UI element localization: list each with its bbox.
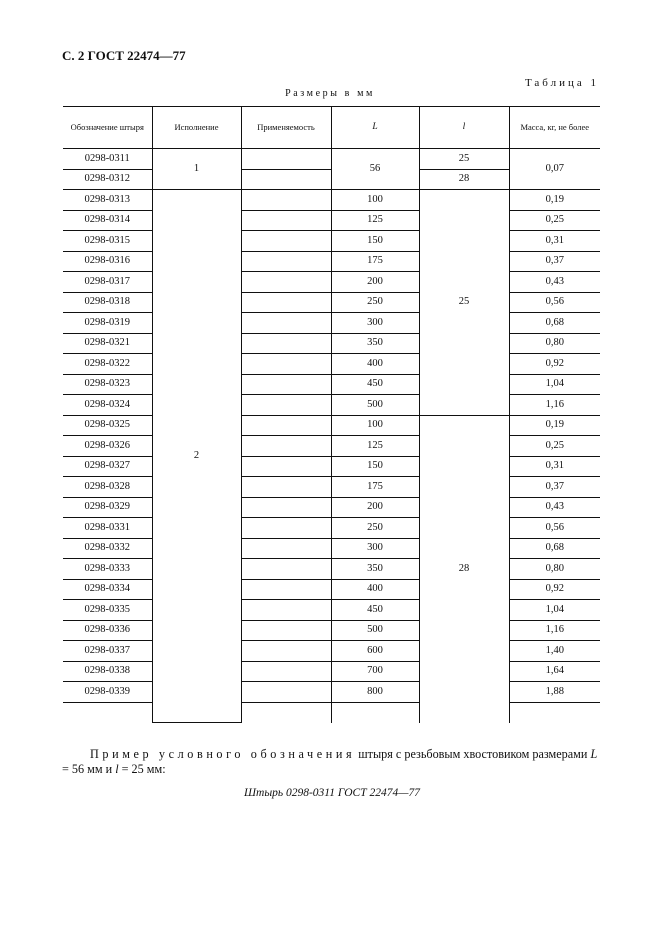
- designation-cell: 0298-0322: [63, 354, 152, 375]
- applicability-cell: [241, 518, 331, 539]
- mass-cell: 0,31: [509, 456, 600, 477]
- mass-cell: 0,56: [509, 518, 600, 539]
- designation-cell: 0298-0336: [63, 620, 152, 641]
- L-cell: 700: [331, 661, 419, 682]
- designation-cell: 0298-0323: [63, 374, 152, 395]
- table-row: [63, 682, 600, 703]
- L-cell: 200: [331, 272, 419, 293]
- table-row: [63, 374, 600, 395]
- designation-cell: 0298-0326: [63, 436, 152, 457]
- applicability-cell: [241, 620, 331, 641]
- applicability-cell: [241, 559, 331, 580]
- mass-cell: 0,92: [509, 579, 600, 600]
- applicability-cell: [241, 641, 331, 662]
- mass-cell: 0,80: [509, 559, 600, 580]
- blank-cell: [331, 702, 419, 723]
- designation-cell: 0298-0325: [63, 415, 152, 436]
- L-cell: 175: [331, 251, 419, 272]
- table-row: [63, 620, 600, 641]
- designation-cell: 0298-0331: [63, 518, 152, 539]
- designation-cell: 0298-0334: [63, 579, 152, 600]
- table-row: [63, 415, 600, 436]
- example-var-l: l: [115, 762, 119, 776]
- version-cell: 2: [152, 190, 241, 723]
- designation-cell: 0298-0327: [63, 456, 152, 477]
- table-row: [63, 497, 600, 518]
- l-cell: 25: [419, 149, 509, 170]
- applicability-cell: [241, 456, 331, 477]
- applicability-cell: [241, 272, 331, 293]
- designation-cell: 0298-0329: [63, 497, 152, 518]
- L-cell: 350: [331, 559, 419, 580]
- table-row: [63, 456, 600, 477]
- example-var-L: L: [590, 747, 598, 761]
- designation-cell: 0298-0321: [63, 333, 152, 354]
- L-cell: 300: [331, 313, 419, 334]
- blank-cell: [509, 702, 600, 723]
- table-header-row: [63, 107, 600, 149]
- L-cell: 150: [331, 231, 419, 252]
- table-row: [63, 149, 600, 170]
- applicability-cell: [241, 436, 331, 457]
- table-row: [63, 395, 600, 416]
- designation-cell: 0298-0316: [63, 251, 152, 272]
- table-row: [63, 210, 600, 231]
- designation-cell: 0298-0324: [63, 395, 152, 416]
- table-row: [63, 641, 600, 662]
- L-cell: 175: [331, 477, 419, 498]
- designation-cell: 0298-0319: [63, 313, 152, 334]
- designation-example: Штырь 0298-0311 ГОСТ 22474—77: [244, 787, 420, 799]
- applicability-cell: [241, 251, 331, 272]
- applicability-cell: [241, 313, 331, 334]
- mass-cell: 0,92: [509, 354, 600, 375]
- applicability-cell: [241, 169, 331, 190]
- L-cell: 200: [331, 497, 419, 518]
- mass-cell: 0,25: [509, 210, 600, 231]
- example-lead: Пример условного обозначения: [90, 747, 356, 761]
- col-header-applicability: Применяемость: [241, 107, 331, 149]
- col-header-mass: Масса, кг, не более: [509, 107, 600, 149]
- L-cell: 150: [331, 456, 419, 477]
- table-row: [63, 600, 600, 621]
- applicability-cell: [241, 210, 331, 231]
- table-caption: Таблица 1: [524, 77, 599, 89]
- table-row: [63, 190, 600, 211]
- table-row: [63, 354, 600, 375]
- mass-cell: 1,16: [509, 395, 600, 416]
- mass-cell: 1,04: [509, 374, 600, 395]
- table-row: [63, 661, 600, 682]
- mass-cell: 0,37: [509, 251, 600, 272]
- table-row: [63, 538, 600, 559]
- col-header-designation: Обозначение штыря: [63, 107, 152, 149]
- applicability-cell: [241, 579, 331, 600]
- L-cell: 400: [331, 354, 419, 375]
- mass-cell: 0,25: [509, 436, 600, 457]
- l-cell: 28: [419, 415, 509, 723]
- table-row: [63, 477, 600, 498]
- mass-cell: 1,04: [509, 600, 600, 621]
- L-cell: 400: [331, 579, 419, 600]
- L-cell: 300: [331, 538, 419, 559]
- applicability-cell: [241, 149, 331, 170]
- mass-cell: 1,40: [509, 641, 600, 662]
- designation-cell: 0298-0312: [63, 169, 152, 190]
- designation-cell: 0298-0328: [63, 477, 152, 498]
- mass-cell: 0,19: [509, 415, 600, 436]
- example-text-1: штыря с резьбовым хвостовиком размерами: [355, 747, 591, 761]
- table-row: [63, 313, 600, 334]
- table-row: [63, 436, 600, 457]
- L-cell: 500: [331, 620, 419, 641]
- designation-cell: 0298-0339: [63, 682, 152, 703]
- applicability-cell: [241, 682, 331, 703]
- table-row: [63, 579, 600, 600]
- applicability-cell: [241, 415, 331, 436]
- applicability-cell: [241, 231, 331, 252]
- table-row: [63, 292, 600, 313]
- table-row: [63, 272, 600, 293]
- L-cell: 800: [331, 682, 419, 703]
- designation-cell: 0298-0313: [63, 190, 152, 211]
- applicability-cell: [241, 292, 331, 313]
- applicability-cell: [241, 190, 331, 211]
- designation-cell: 0298-0317: [63, 272, 152, 293]
- dimensions-table: [63, 106, 600, 723]
- version-cell: 1: [152, 149, 241, 190]
- applicability-cell: [241, 661, 331, 682]
- L-cell: 500: [331, 395, 419, 416]
- applicability-cell: [241, 538, 331, 559]
- mass-cell: 0,56: [509, 292, 600, 313]
- designation-cell: 0298-0318: [63, 292, 152, 313]
- L-cell: 450: [331, 374, 419, 395]
- mass-cell: 0,80: [509, 333, 600, 354]
- applicability-cell: [241, 374, 331, 395]
- example-text-2: = 56 мм и: [62, 762, 116, 776]
- l-cell: 28: [419, 169, 509, 190]
- col-header-version: Исполнение: [152, 107, 241, 149]
- table-row: [63, 231, 600, 252]
- designation-cell: 0298-0335: [63, 600, 152, 621]
- L-cell: 350: [331, 333, 419, 354]
- designation-cell: 0298-0332: [63, 538, 152, 559]
- units-note: Размеры в мм: [285, 88, 375, 99]
- applicability-cell: [241, 395, 331, 416]
- mass-cell: 0,31: [509, 231, 600, 252]
- mass-cell: 0,07: [509, 149, 600, 190]
- designation-cell: 0298-0333: [63, 559, 152, 580]
- table-row: [63, 251, 600, 272]
- table-row: [63, 333, 600, 354]
- applicability-cell: [241, 354, 331, 375]
- blank-cell: [63, 702, 152, 723]
- mass-cell: 1,64: [509, 661, 600, 682]
- L-cell: 450: [331, 600, 419, 621]
- mass-cell: 0,43: [509, 272, 600, 293]
- designation-cell: 0298-0337: [63, 641, 152, 662]
- designation-cell: 0298-0311: [63, 149, 152, 170]
- L-cell: 600: [331, 641, 419, 662]
- col-header-L: L: [331, 107, 419, 149]
- applicability-cell: [241, 497, 331, 518]
- applicability-cell: [241, 600, 331, 621]
- l-cell: 25: [419, 190, 509, 416]
- mass-cell: 0,37: [509, 477, 600, 498]
- example-text-3: = 25 мм:: [118, 762, 166, 776]
- L-cell: 100: [331, 190, 419, 211]
- blank-cell: [241, 702, 331, 723]
- applicability-cell: [241, 477, 331, 498]
- applicability-cell: [241, 333, 331, 354]
- table-row-blank: [63, 702, 600, 723]
- L-cell: 250: [331, 518, 419, 539]
- col-header-l: l: [419, 107, 509, 149]
- mass-cell: 0,19: [509, 190, 600, 211]
- mass-cell: 0,68: [509, 538, 600, 559]
- mass-cell: 1,88: [509, 682, 600, 703]
- L-cell: 56: [331, 149, 419, 190]
- designation-cell: 0298-0315: [63, 231, 152, 252]
- L-cell: 125: [331, 210, 419, 231]
- table-row: [63, 559, 600, 580]
- L-cell: 250: [331, 292, 419, 313]
- mass-cell: 1,16: [509, 620, 600, 641]
- mass-cell: 0,68: [509, 313, 600, 334]
- mass-cell: 0,43: [509, 497, 600, 518]
- designation-cell: 0298-0338: [63, 661, 152, 682]
- L-cell: 100: [331, 415, 419, 436]
- example-paragraph: [62, 747, 602, 777]
- table-row: [63, 518, 600, 539]
- page-header: С. 2 ГОСТ 22474—77: [62, 48, 186, 63]
- designation-cell: 0298-0314: [63, 210, 152, 231]
- L-cell: 125: [331, 436, 419, 457]
